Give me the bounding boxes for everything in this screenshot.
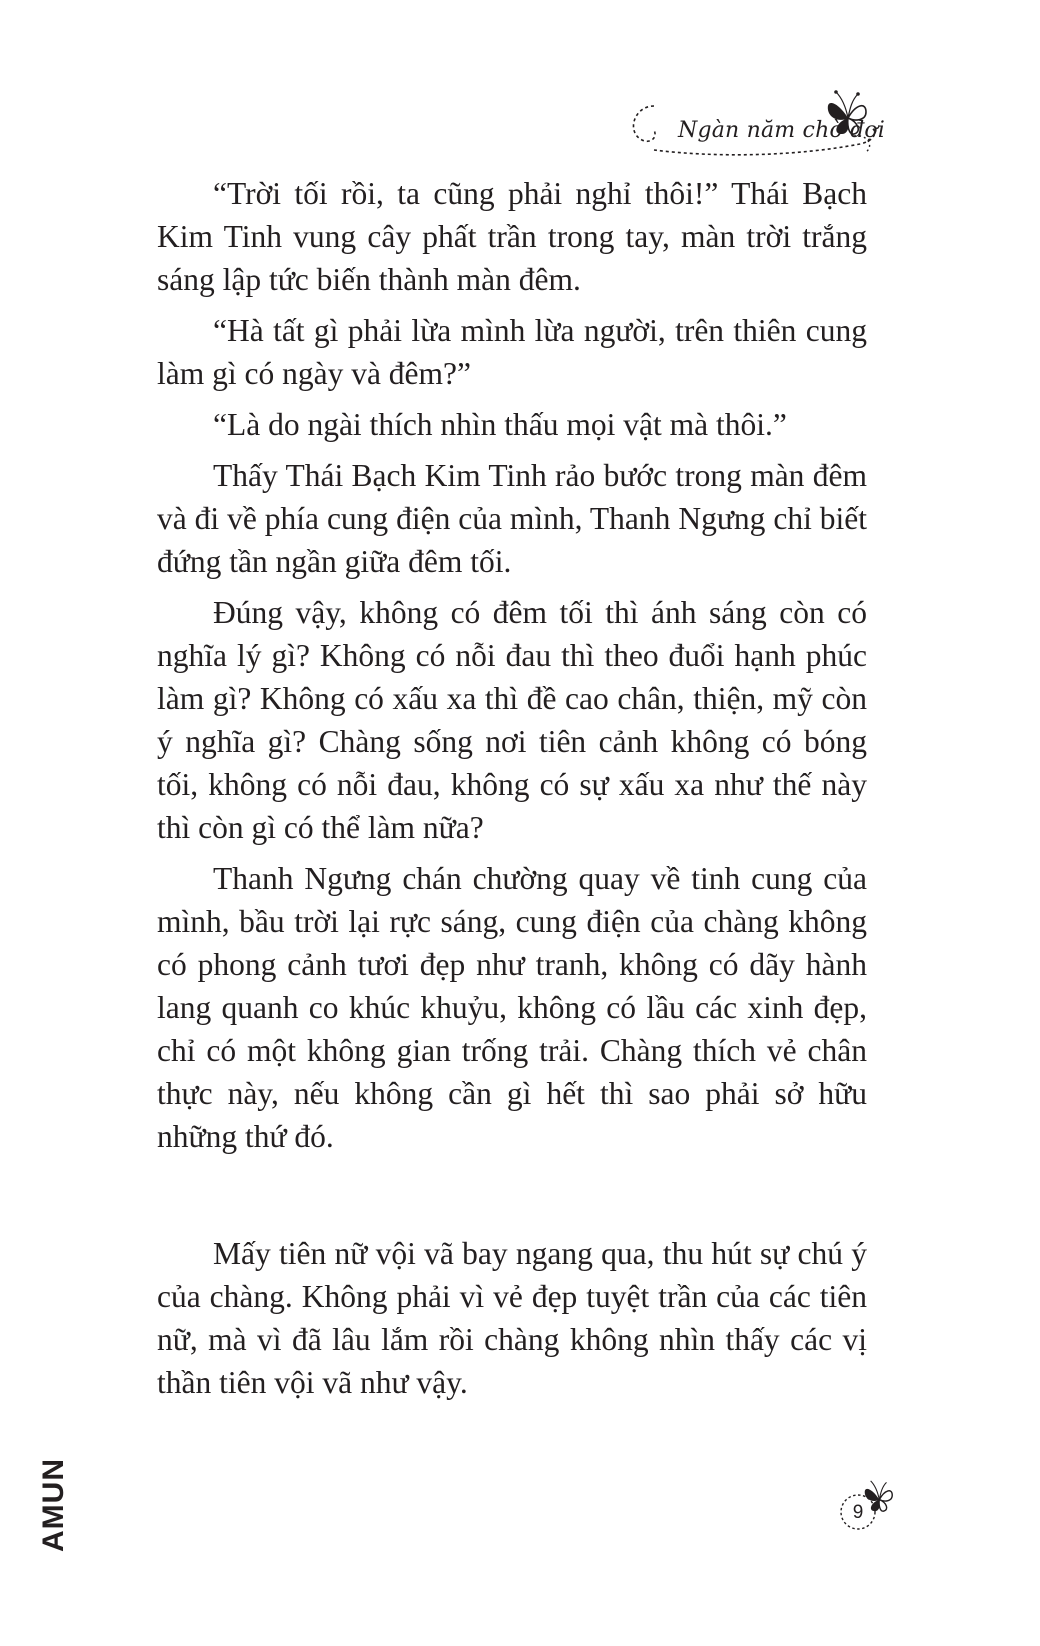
paragraph: Đúng vậy, không có đêm tối thì ánh sáng còn có nghĩa lý gì? Không có nỗi đau thì theo đuổi hạnh phúc làm gì? Không có xấu xa thì đề cao chân, thiện, mỹ còn ý nghĩa gì? Chàng sống nơi tiên cảnh không có bóng tối, không có nỗi đau, không có sự xấu xa như thế này thì còn gì có thể làm nữa? xyxy=(157,595,867,845)
paragraph: “Trời tối rồi, ta cũng phải nghỉ thôi!” Thái Bạch Kim Tinh vung cây phất trần trong tay, màn trời trắng sáng lập tức biến thành màn đêm. xyxy=(157,176,867,297)
paragraph: Mấy tiên nữ vội vã bay ngang qua, thu hút sự chú ý của chàng. Không phải vì vẻ đẹp tuyệt trần của các tiên nữ, mà vì đã lâu lắm rồi chàng không nhìn thấy các vị thần tiên vội vã như vậy. xyxy=(157,1236,867,1400)
running-header xyxy=(628,84,908,174)
publisher-logo xyxy=(32,1450,76,1560)
paragraph: Thanh Ngưng chán chường quay về tinh cung của mình, bầu trời lại rực sáng, cung điện của chàng không có phong cảnh tươi đẹp như tranh, không có dãy hành lang quanh co khúc khuỷu, không có lầu các xinh đẹp, chỉ có một không gian trống trải. Chàng thích vẻ chân thực này, nếu không cần gì hết thì sao phải sở hữu những thứ đó. xyxy=(157,861,867,1154)
paragraph: Thấy Thái Bạch Kim Tinh rảo bước trong màn đêm và đi về phía cung điện của mình, Thanh Ngưng chỉ biết đứng tần ngần giữa đêm tối. xyxy=(157,458,867,579)
paragraph: “Hà tất gì phải lừa mình lừa người, trên thiên cung làm gì có ngày và đêm?” xyxy=(157,313,867,391)
page-number: 9 xyxy=(852,1502,864,1523)
publisher-logo-text: AMUN xyxy=(37,1458,70,1552)
page-folio xyxy=(836,1478,912,1548)
body-text xyxy=(157,172,867,1412)
running-header-title: Ngàn năm chờ đợi xyxy=(678,118,886,143)
paragraph: “Là do ngài thích nhìn thấu mọi vật mà thôi.” xyxy=(213,407,787,442)
